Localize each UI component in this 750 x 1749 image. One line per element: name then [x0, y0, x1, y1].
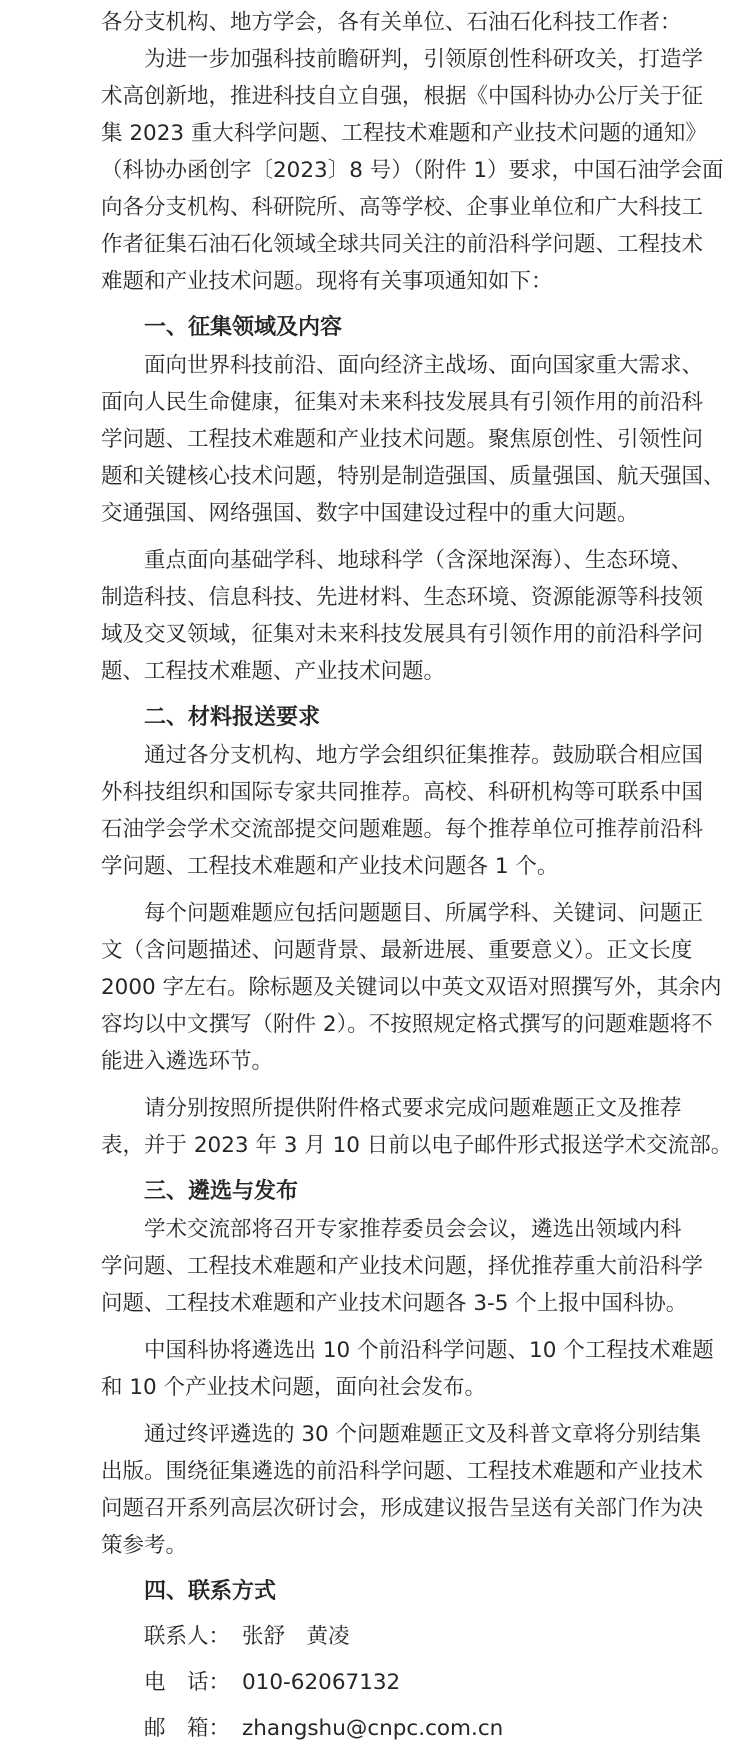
section-paragraph	[101, 347, 725, 532]
text-line: 交通强国、网络强国、数字中国建设过程中的重大问题。	[101, 501, 639, 526]
section-heading: 四、联系方式	[144, 1579, 277, 1604]
text-line: 集 2023 重大科学问题、工程技术难题和产业技术问题的通知》	[101, 121, 707, 146]
text-line: 表，并于 2023 年 3 月 10 日前以电子邮件形式报送学术交流部。	[101, 1133, 733, 1158]
text-line: 面向世界科技前沿、面向经济主战场、面向国家重大需求、	[144, 353, 704, 378]
text-line: 学问题、工程技术难题和产业技术问题，择优推荐重大前沿科学	[101, 1254, 704, 1279]
email-address: zhangshu@cnpc.com.cn	[242, 1716, 504, 1741]
section-paragraph	[101, 895, 722, 1080]
section-paragraph	[101, 737, 704, 885]
text-line: 制造科技、信息科技、先进材料、生态环境、资源能源等科技领	[101, 585, 704, 610]
text-line: （科协办函创字〔2023〕8 号）（附件 1）要求，中国石油学会面	[101, 158, 724, 183]
text-line: 向各分支机构、科研院所、高等学校、企事业单位和广大科技工	[101, 195, 704, 220]
phone-number: 010-62067132	[242, 1670, 401, 1695]
text-line: 学问题、工程技术难题和产业技术问题。聚焦原创性、引领性问	[101, 427, 704, 452]
text-line: 难题和产业技术问题。现将有关事项通知如下：	[101, 269, 553, 294]
text-line: 2000 字左右。除标题及关键词以中英文双语对照撰写外，其余内	[101, 975, 722, 1000]
contact-label: 联系人：	[144, 1624, 231, 1649]
contact-email	[101, 1709, 656, 1749]
text-line: 出版。围绕征集遴选的前沿科学问题、工程技术难题和产业技术	[101, 1459, 704, 1484]
text-line: 学问题、工程技术难题和产业技术问题各 1 个。	[101, 854, 559, 879]
text-line: 能进入遴选环节。	[101, 1049, 274, 1074]
section-heading: 三、遴选与发布	[144, 1179, 299, 1204]
text-line: 学术交流部将召开专家推荐委员会会议，遴选出领域内科	[144, 1217, 682, 1242]
section-heading: 一、征集领域及内容	[144, 315, 343, 340]
text-line: 外科技组织和国际专家共同推荐。高校、科研机构等可联系中国	[101, 780, 704, 805]
section-paragraph	[101, 1211, 704, 1322]
text-line: 石油学会学术交流部提交问题难题。每个推荐单位可推荐前沿科	[101, 817, 704, 842]
section-paragraph	[101, 1416, 704, 1564]
contact-label: 电 话：	[144, 1670, 231, 1695]
contact-phone	[101, 1663, 656, 1703]
text-line: 中国科协将遴选出 10 个前沿科学问题、10 个工程技术难题	[144, 1338, 714, 1363]
contact-person	[101, 1617, 656, 1657]
contact-value: 张舒 黄凌	[242, 1624, 350, 1649]
text-line: 为进一步加强科技前瞻研判，引领原创性科研攻关，打造学	[144, 47, 704, 72]
text-line: 和 10 个产业技术问题，面向社会发布。	[101, 1375, 487, 1400]
text-line: 题、工程技术难题、产业技术问题。	[101, 659, 446, 684]
text-line: 通过各分支机构、地方学会组织征集推荐。鼓励联合相应国	[144, 743, 704, 768]
text-line: 题和关键核心技术问题，特别是制造强国、质量强国、航天强国、	[101, 464, 725, 489]
text-line: 策参考。	[101, 1533, 188, 1558]
text-line: 面向人民生命健康，征集对未来科技发展具有引领作用的前沿科	[101, 390, 704, 415]
text-line: 文（含问题描述、问题背景、最新进展、重要意义）。正文长度	[101, 938, 693, 963]
text-line: 问题召开系列高层次研讨会，形成建议报告呈送有关部门作为决	[101, 1496, 704, 1521]
text-line: 术高创新地，推进科技自立自强，根据《中国科协办公厅关于征	[101, 84, 704, 109]
intro-paragraph	[101, 41, 724, 300]
text-line: 每个问题难题应包括问题题目、所属学科、关键词、问题正	[144, 901, 704, 926]
text-line: 重点面向基础学科、地球科学（含深地深海）、生态环境、	[144, 548, 693, 573]
salutation: 各分支机构、地方学会，各有关单位、石油石化科技工作者：	[101, 10, 682, 35]
section-paragraph	[101, 1090, 733, 1164]
section-paragraph	[101, 542, 704, 690]
text-line: 域及交叉领域，征集对未来科技发展具有引领作用的前沿科学问	[101, 622, 704, 647]
text-line: 问题、工程技术难题和产业技术问题各 3-5 个上报中国科协。	[101, 1291, 688, 1316]
text-line: 作者征集石油石化领域全球共同关注的前沿科学问题、工程技术	[101, 232, 704, 257]
section-paragraph	[101, 1332, 714, 1406]
contact-label: 邮 箱：	[144, 1716, 231, 1741]
section-heading: 二、材料报送要求	[144, 705, 321, 730]
text-line: 请分别按照所提供附件格式要求完成问题难题正文及推荐	[144, 1096, 682, 1121]
text-line: 通过终评遴选的 30 个问题难题正文及科普文章将分别结集	[144, 1422, 702, 1447]
text-line: 容均以中文撰写（附件 2）。不按照规定格式撰写的问题难题将不	[101, 1012, 713, 1037]
